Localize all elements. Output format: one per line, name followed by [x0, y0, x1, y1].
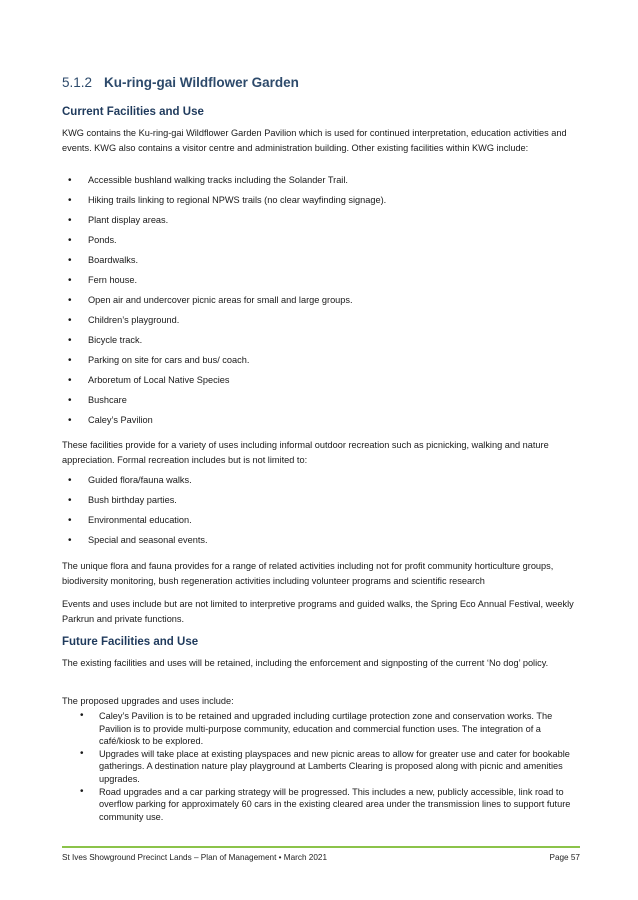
uses-list [62, 473, 580, 553]
list-item: • Parking on site for cars and bus/ coach. [62, 353, 580, 373]
uses-intro-paragraph: These facilities provide for a variety of uses including informal outdoor recreation such as picnicking, walking and nature appreciation. Formal recreation includes but is not limited to: [62, 440, 549, 465]
list-item: • Guided flora/fauna walks. [62, 473, 580, 493]
footer-page-number: Page 57 [549, 853, 580, 862]
list-item: • Road upgrades and a car parking strategy will be progressed. This includes a new, publicly accessible, link road to overflow parking for approximately 60 cars in the existing cleared area under the transmission lines to support future community use. [62, 786, 580, 824]
events-paragraph: Events and uses include but are not limited to interpretive programs and guided walks, the Spring Eco Annual Festival, weekly Parkrun and private functions. [62, 599, 574, 624]
list-item: • Caley’s Pavilion is to be retained and upgraded including curtilage protection zone and conservation works. The Pavilion is to provide multi-purpose community, education and commercial function uses. The integration of a café/kiosk to be explored. [62, 710, 580, 748]
list-item: • Open air and undercover picnic areas for small and large groups. [62, 293, 580, 313]
footer-divider [62, 846, 580, 848]
list-item: • Arboretum of Local Native Species [62, 373, 580, 393]
facilities-list [62, 173, 580, 433]
future-facilities-heading: Future Facilities and Use [62, 636, 199, 648]
proposed-intro-paragraph: The proposed upgrades and uses include: [62, 696, 234, 706]
list-item: • Hiking trails linking to regional NPWS trails (no clear wayfinding signage). [62, 193, 580, 213]
list-item: • Bushcare [62, 393, 580, 413]
flora-fauna-paragraph: The unique flora and fauna provides for a range of related activities including not for profit community horticulture groups, biodiversity monitoring, bush regeneration activities including volunteer programs and scientific research [62, 561, 554, 586]
list-item: • Bush birthday parties. [62, 493, 580, 513]
section-name: Ku-ring-gai Wildflower Garden [104, 75, 299, 90]
list-item: • Boardwalks. [62, 253, 580, 273]
list-item: • Upgrades will take place at existing playspaces and new picnic areas to allow for greater use and cater for bookable gatherings. A destination nature play playground at Lamberts Clearing is proposed along with picnic and amenities upgrades. [62, 748, 580, 786]
list-item: • Children’s playground. [62, 313, 580, 333]
list-item: • Environmental education. [62, 513, 580, 533]
section-number: 5.1.2 [62, 75, 93, 90]
current-intro-paragraph: KWG contains the Ku-ring-gai Wildflower Garden Pavilion which is used for continued interpretation, education activities and events. KWG also contains a visitor centre and administration building. Other existing facilities within KWG include: [62, 128, 567, 153]
list-item: • Bicycle track. [62, 333, 580, 353]
list-item: • Ponds. [62, 233, 580, 253]
list-item: • Special and seasonal events. [62, 533, 580, 553]
proposed-list [62, 710, 580, 823]
section-title [62, 75, 299, 90]
list-item: • Accessible bushland walking tracks including the Solander Trail. [62, 173, 580, 193]
footer-document-title: St Ives Showground Precinct Lands – Plan of Management • March 2021 [62, 853, 328, 862]
list-item: • Plant display areas. [62, 213, 580, 233]
current-facilities-heading: Current Facilities and Use [62, 106, 204, 118]
list-item: • Fern house. [62, 273, 580, 293]
list-item: • Caley’s Pavilion [62, 413, 580, 433]
retained-paragraph: The existing facilities and uses will be retained, including the enforcement and signposting of the current ‘No dog’ policy. [62, 658, 549, 668]
